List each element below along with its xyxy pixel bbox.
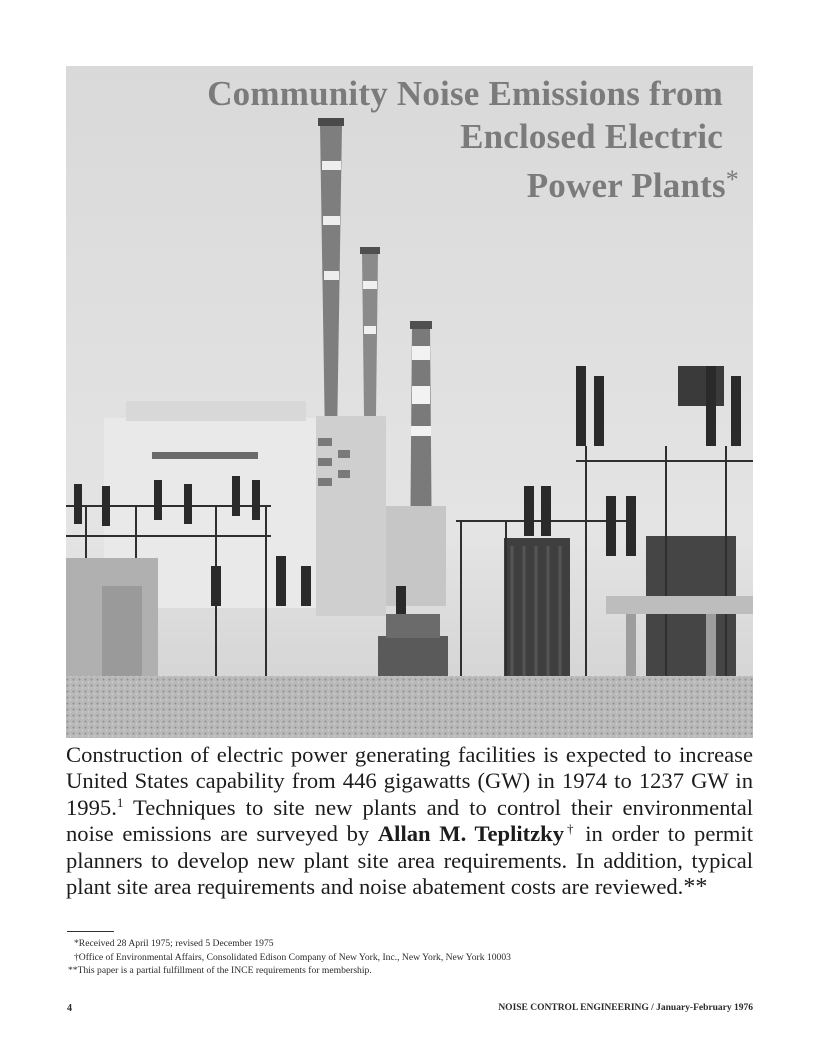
footnote-membership: **This paper is a partial fulfillment of the INCE requirements for membership. xyxy=(68,965,372,976)
author-name: Allan M. Teplitzky xyxy=(377,821,565,847)
title-footnote-mark: * xyxy=(725,165,739,194)
footnote-received: *Received 28 April 1975; revised 5 December 1975 xyxy=(74,938,274,949)
transformer xyxy=(504,538,570,688)
page-number: 4 xyxy=(67,1003,72,1014)
title-line-1: Community Noise Emissions from xyxy=(207,74,723,113)
running-footer: NOISE CONTROL ENGINEERING / January-February 1976 xyxy=(498,1003,753,1013)
author-footnote-mark: † xyxy=(564,821,577,837)
title-line-3-text: Power Plants xyxy=(526,166,726,205)
gravel-ground xyxy=(66,676,753,738)
abstract-text-2: Techniques to site new plants and to control their environmental noise emissions are surveyed by xyxy=(66,794,753,847)
abstract-text-3: in order to permit planners to develop new plant site area requirements. In addition, typical plant site area requirements and noise abatement costs are reviewed. xyxy=(66,821,754,900)
power-plant-photo xyxy=(66,66,753,738)
article-title xyxy=(99,72,739,207)
title-line-3 xyxy=(99,158,739,207)
abstract-paragraph xyxy=(66,742,753,900)
membership-footnote-mark: ** xyxy=(683,874,708,901)
footnotes xyxy=(68,937,748,978)
title-line-2: Enclosed Electric xyxy=(460,117,723,156)
footnote-office: †Office of Environmental Affairs, Consolidated Edison Company of New York, Inc., New York, New York 10003 xyxy=(74,951,511,963)
reference-mark: 1 xyxy=(116,794,124,810)
abstract-text-1: Construction of electric power generating facilities is expected to increase United States capability from 446 gigawatts (GW) in 1974 to 1237 GW in 1995. xyxy=(66,742,753,820)
footnote-divider xyxy=(67,931,114,932)
transformer-tank xyxy=(378,614,448,681)
